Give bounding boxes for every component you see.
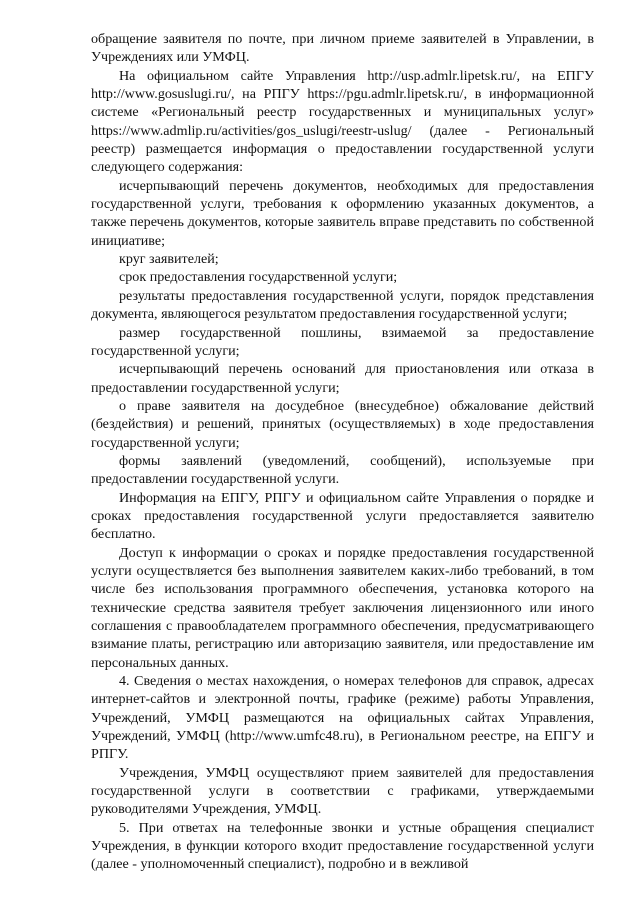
list-item-duty: размер государственной пошлины, взимаемой за предоставление государственной услуги;	[91, 324, 594, 359]
list-item-documents: исчерпывающий перечень документов, необходимых для предоставления государственной услуги, требования к оформлению указанных документов, а также перечень документов, которые заявитель вправе представить по собственной инициативе;	[91, 177, 594, 249]
list-item-appeal-right: о праве заявителя на досудебное (внесудебное) обжалование действий (бездействия) и решений, принятых (осуществляемых) в ходе предоставления государственной услуги;	[91, 397, 594, 451]
list-item-applicants: круг заявителей;	[119, 251, 219, 268]
paragraph-continuation: обращение заявителя по почте, при личном приеме заявителей в Управлении, в Учреждениях или УМФЦ.	[91, 31, 594, 66]
document-body	[91, 30, 594, 874]
list-item-forms: формы заявлений (уведомлений, сообщений), используемые при предоставлении государственной услуги.	[91, 452, 594, 488]
paragraph-section-5: 5. При ответах на телефонные звонки и устные обращения специалист Учреждения, в функции которого входит предоставление государственной услуги (далее - уполномоченный специалист), подробно и в вежливой	[91, 819, 594, 873]
paragraph-official-sites: На официальном сайте Управления http://usp.admlr.lipetsk.ru/, на ЕПГУ http://www.gosuslugi.ru/, на РПГУ https://pgu.admlr.lipetsk.ru/, в информационной системе «Региональный реестр государственных и муниципальных услуг» https://www.admlip.ru/activities/gos_uslugi/reestr-uslug/ (далее - Региональный реестр) размещается информация о предоставлении государственной услуги следующего содержания:	[91, 67, 594, 176]
list-item-results: результаты предоставления государственной услуги, порядок представления документа, являющегося результатом предоставления государственной услуги;	[91, 287, 594, 323]
paragraph-reception: Учреждения, УМФЦ осуществляют прием заявителей для предоставления государственной услуги в соответствии с графиками, утверждаемыми руководителями Учреждения, УМФЦ.	[91, 764, 594, 818]
paragraph-section-4: 4. Сведения о местах нахождения, о номерах телефонов для справок, адресах интернет-сайтов и электронной почты, графике (режиме) работы Управления, Учреждений, УМФЦ размещаются на официальных сайтах Управления, Учреждений, УМФЦ (http://www.umfc48.ru), в Региональном реестре, на ЕПГУ и РПГУ.	[91, 673, 594, 763]
list-item-refusal-grounds: исчерпывающий перечень оснований для приостановления или отказа в предоставлении государственной услуги;	[91, 361, 594, 396]
list-item-term: срок предоставления государственной услуги;	[119, 269, 398, 286]
paragraph-free-info: Информация на ЕПГУ, РПГУ и официальном сайте Управления о порядке и сроках предоставления государственной услуги предоставляется заявителю бесплатно.	[91, 489, 594, 543]
paragraph-access: Доступ к информации о сроках и порядке предоставления государственной услуги осуществляется без выполнения заявителем каких-либо требований, в том числе без использования программного обеспечения, установка которого на технические средства заявителя требует заключения лицензионного или иного соглашения с правообладателем программного обеспечения, предусматривающего взимание платы, регистрацию или авторизацию заявителя, или предоставление им персональных данных.	[91, 544, 594, 671]
